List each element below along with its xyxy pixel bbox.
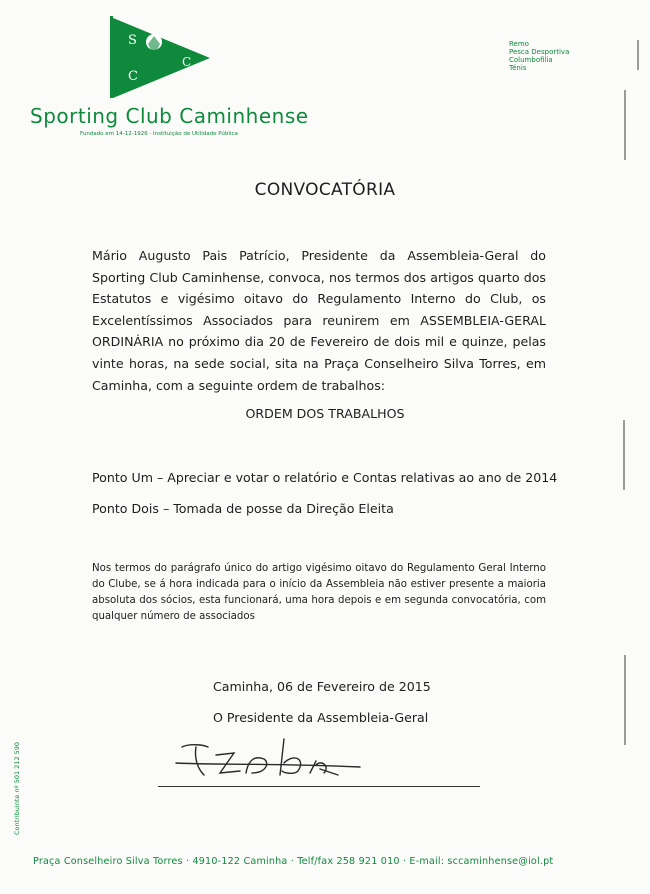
date-line: Caminha, 06 de Fevereiro de 2015 [213, 679, 431, 694]
logo-letter-c2: C [182, 55, 192, 69]
sports-list [509, 40, 569, 72]
agenda-heading: ORDEM DOS TRABALHOS [245, 406, 405, 421]
scan-edge-mark [637, 40, 639, 70]
handwritten-signature [170, 733, 370, 785]
agenda-item-1: Ponto Um – Apreciar e votar o relatório e Contas relativas ao ano de 2014 [92, 470, 558, 485]
signature-line [158, 786, 480, 787]
tax-number: Contribuinte nº 501 212 590 [13, 741, 21, 835]
logo-letter-c1: C [128, 69, 138, 84]
convocation-paragraph: Mário Augusto Pais Patrício, Presidente da Assembleia-Geral do Sporting Club Caminhense, convoca, nos termos dos artigos quarto dos Estatutos e vigésimo oitavo do Regulamento Interno do Club, os Excelentíssimos Associados para reunirem em ASSEMBLEIA-GERAL ORDINÁRIA no próximo dia 20 de Fevereiro de dois mil e quinze, pelas vinte horas, na sede social, sita na Praça Conselheiro Silva Torres, em Caminha, com a seguinte ordem de trabalhos: [92, 248, 546, 393]
scan-edge-mark [624, 90, 626, 160]
quorum-note: Nos termos do parágrafo único do artigo vigésimo oitavo do Regulamento Geral Interno do Clube, se á hora indicada para o início da Assembleia não estiver presente a maioria absoluta dos sócios, esta funcionará, uma hora depois e em segunda convocatória, com qualquer número de associados [92, 563, 546, 622]
document-title: CONVOCATÓRIA [254, 180, 396, 200]
club-flag-logo [108, 14, 214, 100]
sport-item: Columbofilia [509, 56, 553, 64]
footer-address: Praça Conselheiro Silva Torres · 4910-122 Caminha · Telf/fax 258 921 010 · E-mail: sccaminhense@iol.pt [33, 856, 554, 867]
founded-line: Fundado em 14-12-1926 · Instituição de Utilidade Pública [80, 131, 238, 137]
scan-edge-mark [623, 420, 625, 490]
club-name: Sporting Club Caminhense [30, 104, 309, 128]
sport-item: Pesca Desportiva [509, 48, 570, 56]
sport-item: Ténis [509, 64, 527, 72]
agenda-item-2: Ponto Dois – Tomada de posse da Direção Eleita [92, 501, 394, 516]
logo-letter-s: S [128, 33, 137, 48]
signatory-title: O Presidente da Assembleia-Geral [213, 710, 429, 725]
sport-item: Remo [509, 40, 529, 48]
scan-edge-mark [624, 655, 626, 745]
